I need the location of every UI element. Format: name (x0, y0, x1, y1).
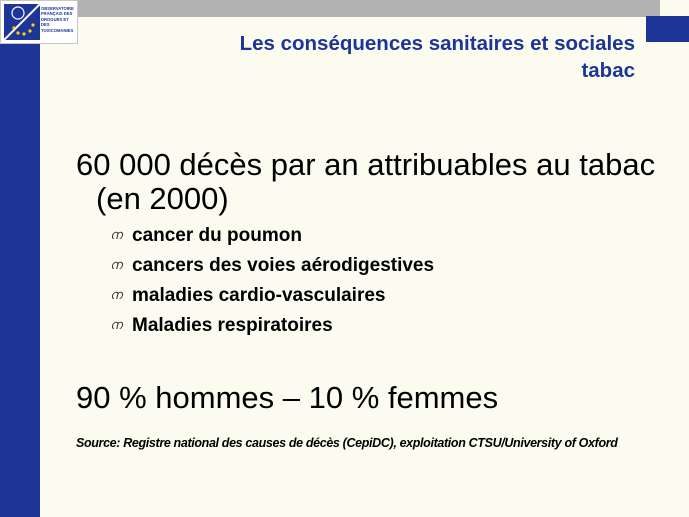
top-gray-bar (40, 0, 660, 17)
main-statement-part1: 60 000 décès par an attribuables au tabac (76, 147, 656, 182)
bullet-icon: ന (110, 287, 123, 303)
slide-title-line2: tabac (581, 59, 635, 82)
cause-list (110, 220, 434, 340)
ofdt-logo-mark (4, 4, 40, 40)
bullet-icon: ന (110, 257, 123, 273)
main-statement (76, 148, 676, 216)
list-item-label: Maladies respiratoires (132, 314, 333, 336)
source-note: Source: Registre national des causes de décès (CepiDC), exploitation CTSU/University of Oxford (76, 436, 618, 450)
ofdt-logo (0, 0, 78, 44)
slide-title-line1: Les conséquences sanitaires et sociales (239, 32, 635, 55)
slide-title (115, 30, 635, 84)
list-item (110, 220, 434, 250)
list-item (110, 250, 434, 280)
list-item-label: cancers des voies aérodigestives (132, 254, 435, 276)
list-item (110, 280, 434, 310)
list-item (110, 310, 434, 340)
left-accent-bar (0, 0, 40, 517)
corner-accent-square (646, 16, 689, 42)
bullet-icon: ന (110, 317, 123, 333)
list-item-label: cancer du poumon (132, 224, 302, 246)
main-statement-part2: (en 2000) (96, 181, 229, 216)
ofdt-logo-text: OBSERVATOIRE FRANÇAIS DES DROGUES ET DES TOXICOMANIES (41, 6, 74, 33)
list-item-label: maladies cardio-vasculaires (132, 284, 386, 306)
bullet-icon: ന (110, 227, 123, 243)
gender-stats: 90 % hommes – 10 % femmes (76, 380, 499, 415)
